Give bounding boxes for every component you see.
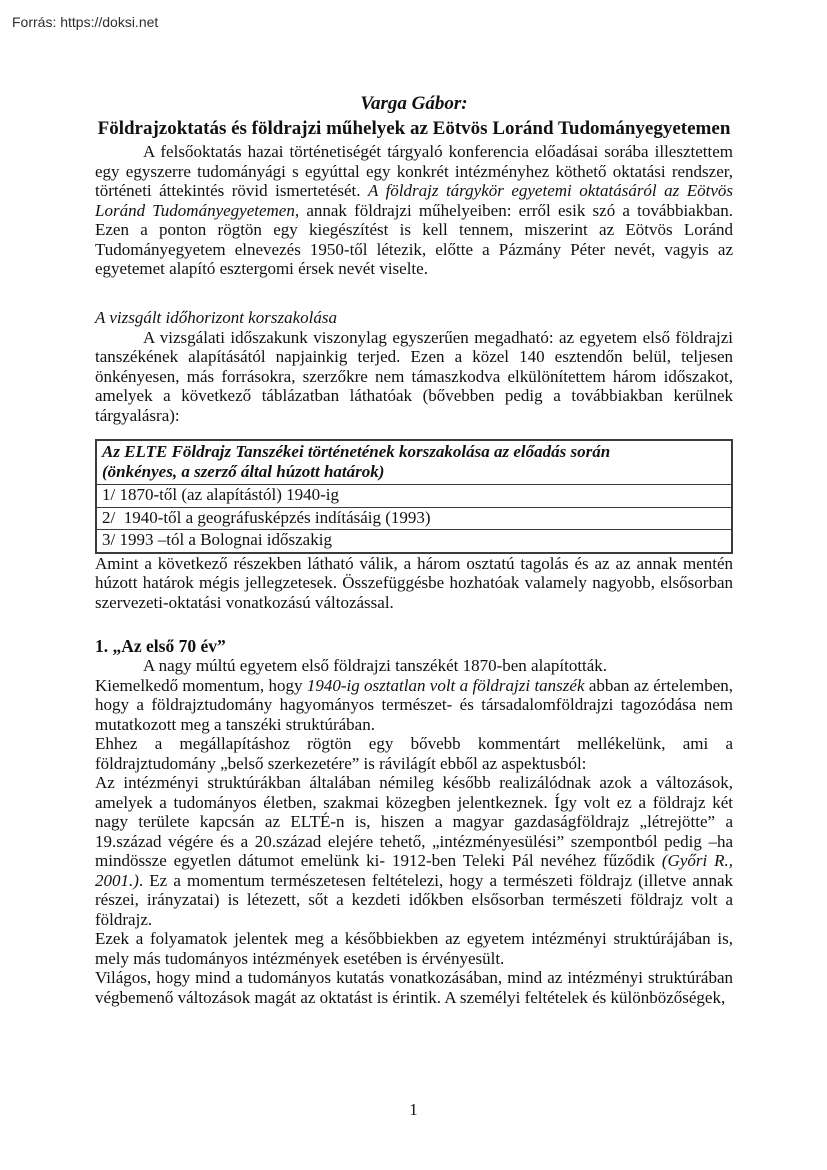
periodization-paragraph: A vizsgálati időszakunk viszonylag egyszerűen megadható: az egyetem első földrajzi tanszékének alapításától napjainkig terjed. Ezen a közel 140 esztendőn belül, teljesen önkényesen, más forrásokra, szerzőkre nem támaszkodva elkülönítettem három időszakot, amelyek a következő táblázatban láthatóak (bővebben pedig a továbbiakban kerülnek tárgyalásra): xyxy=(95,327,733,425)
section-1-paragraph: Ehhez a megállapításhoz rögtön egy bővebb kommentárt mellékelünk, ami a földrajztudomány „belső szerkezetére” is rávilágít ebből az aspektusból: xyxy=(95,734,733,773)
text-run: Kiemelkedő momentum, hogy xyxy=(95,675,307,695)
section-1-paragraph xyxy=(95,676,733,735)
table-header-line-1: Az ELTE Földrajz Tanszékei történetének korszakolása az előadás során xyxy=(102,442,611,461)
table-header-line-2: (önkényes, a szerző által húzott határok) xyxy=(102,462,385,481)
after-table-paragraph: Amint a következő részekben látható válik, a három osztatú tagolás és az az annak mentén húzott határok mégis jellegzetesek. Összefüggésbe hozhatóak valamely nagyobb, elsősorban szervezeti-oktatási vonatkozású változással. xyxy=(95,553,733,612)
subsection-heading-periodization: A vizsgált időhorizont korszakolása xyxy=(95,307,337,327)
text-run: . Ez a momentum természetesen feltételezi, hogy a természeti földrajz (illetve annak részei, irányzatai) is létezett, sőt a kezdeti időkben elsősorban természeti földrajz volt a földrajz. xyxy=(95,870,733,929)
text-run: abban az értelemben, hogy a földrajztudomány hagyományos természet- és társadalomföldrajzi tagozódása nem mutatkozott meg a tanszéki struktúrában. xyxy=(95,675,733,734)
periodization-table xyxy=(95,439,733,554)
table-row: 1/ 1870-től (az alapítástól) 1940-ig xyxy=(97,485,731,508)
document-content xyxy=(95,0,733,1007)
text-run: Az intézményi struktúrákban általában némileg később realizálódnak azok a változások, amelyek a tudományos életben, szakmai közegben jelentkeznek. Így volt ez a földrajz két nagy területe kapcsán az ELTÉ-n is, hiszen a magyar gazdaságföldrajz „létrejötte” a 19.század végére és a 20.század elejére tehető, „intézményesülési” szempontból pedig –ha mindössze egyetlen dátumot emelünk ki- 1912-ben Teleki Pál nevéhez fűződik xyxy=(95,773,733,870)
section-1-intro-paragraph: A nagy múltú egyetem első földrajzi tanszékét 1870-ben alapították. xyxy=(143,656,608,675)
text-run-italic: 1940-ig osztatlan volt a földrajzi tanszék xyxy=(306,675,585,695)
text-run-italic: A földrajz tárgykör egyetemi oktatásáról az Eötvös Loránd Tudományegyetemen xyxy=(95,181,733,220)
text-run: , annak földrajzi műhelyeiben: erről esik szó a továbbiakban. Ezen a ponton rögtön egy kiegészítést is kell tennem, miszerint az Eötvös Loránd Tudományegyetem elnevezés 1950-től létezik, előtte a Pázmány Péter nevét, vagyis az egyetemet alapító esztergomi érsek nevét viselte. xyxy=(95,200,734,278)
table-row: 2/ 1940-től a geográfusképzés indításáig (1993) xyxy=(97,508,731,531)
document-author: Varga Gábor: xyxy=(360,93,468,114)
intro-paragraph xyxy=(95,142,733,279)
document-title: Földrajzoktatás és földrajzi műhelyek az Eötvös Loránd Tudományegyetemen xyxy=(97,118,731,139)
section-1-paragraph: Világos, hogy mind a tudományos kutatás vonatkozásában, mind az intézményi struktúrában végbemenő változások magát az oktatást is érintik. A személyi feltételek és különbözőségek, xyxy=(95,968,733,1007)
table-header-cell xyxy=(97,441,731,485)
table-row: 3/ 1993 –tól a Bolognai időszakig xyxy=(102,530,332,549)
text-run: A felsőoktatás hazai történetiségét tárgyaló konferencia előadásai sorába illesztettem egy egyszerre tudományági s egyúttal egy konkrét intézményhez köthető oktatási rendszer, történeti áttekintés rövid ismertetését. xyxy=(95,142,733,200)
page-number: 1 xyxy=(409,1100,418,1119)
section-1-paragraph xyxy=(95,773,733,929)
section-1-heading: 1. „Az első 70 év” xyxy=(95,636,226,656)
source-url-label: Forrás: https://doksi.net xyxy=(12,14,159,30)
text-run-italic: (Győri R., 2001.) xyxy=(95,851,733,890)
section-1-paragraph: Ezek a folyamatok jelentek meg a későbbiekben az egyetem intézményi struktúrájában is, mely más tudományos intézmények esetében is érvényesült. xyxy=(95,929,733,968)
